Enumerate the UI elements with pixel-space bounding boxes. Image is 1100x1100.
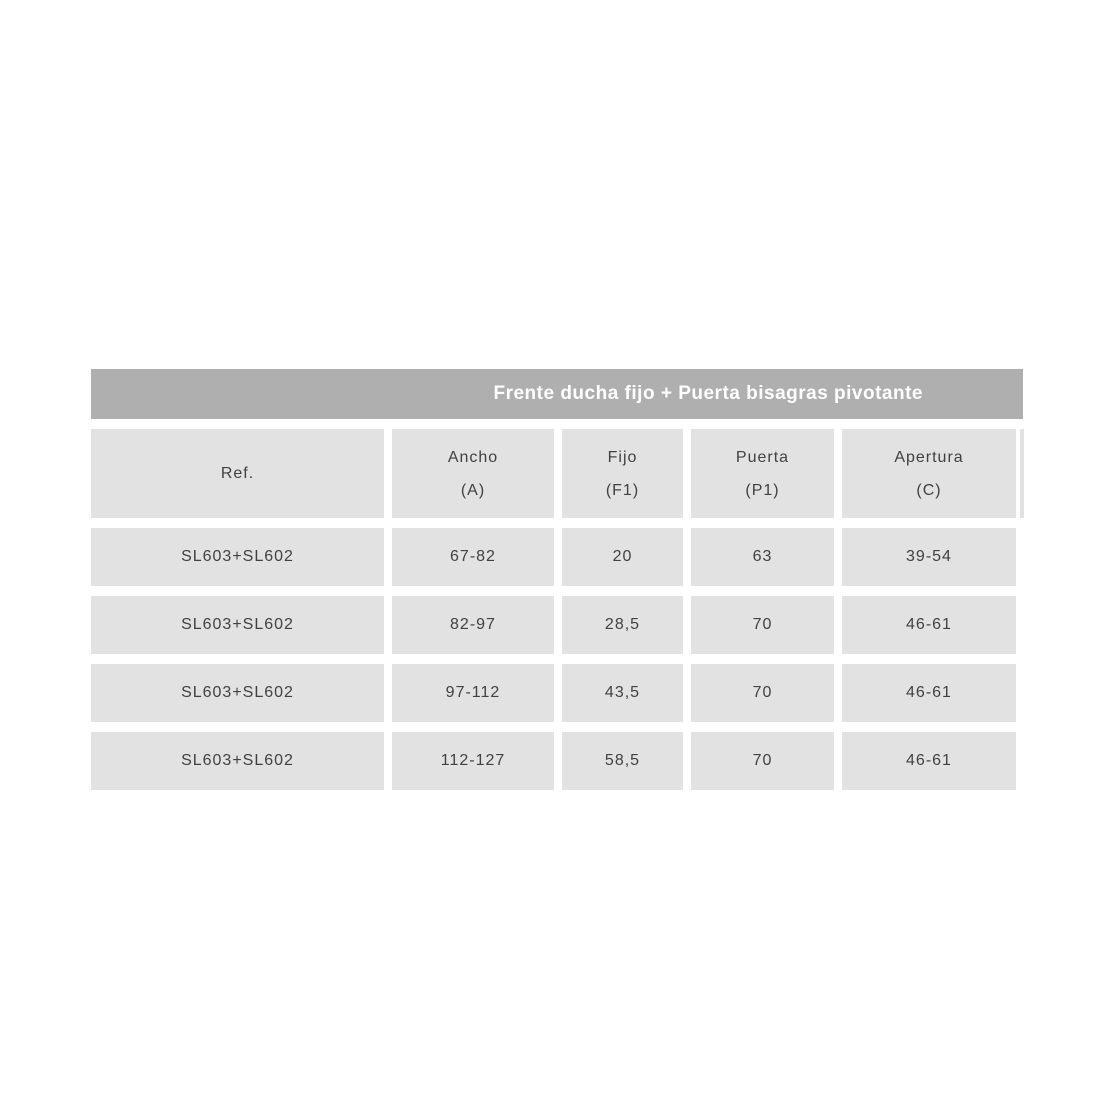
header-cell-puerta bbox=[691, 429, 834, 518]
header-cell-ancho bbox=[392, 429, 554, 518]
table-title-band bbox=[91, 369, 1023, 419]
table-row bbox=[91, 732, 1024, 790]
cell-apertura: 46-61 bbox=[842, 664, 1016, 722]
header-label: Fijo bbox=[607, 448, 638, 466]
cell-fijo: 28,5 bbox=[562, 596, 683, 654]
cell-apertura: 46-61 bbox=[842, 596, 1016, 654]
header-sublabel: (P1) bbox=[745, 481, 780, 499]
header-label: Ref. bbox=[220, 465, 255, 482]
cell-ref: SL603+SL602 bbox=[91, 664, 384, 722]
cell-ref: SL603+SL602 bbox=[91, 732, 384, 790]
cell-apertura: 46-61 bbox=[842, 732, 1016, 790]
table-row bbox=[91, 528, 1024, 586]
cell-ancho: 97-112 bbox=[392, 664, 554, 722]
cell-ancho: 82-97 bbox=[392, 596, 554, 654]
cell-ancho: 112-127 bbox=[392, 732, 554, 790]
cell-puerta: 70 bbox=[691, 596, 834, 654]
cell-puerta: 63 bbox=[691, 528, 834, 586]
spec-table bbox=[91, 369, 1024, 790]
header-sublabel: (A) bbox=[460, 481, 486, 499]
cell-ref: SL603+SL602 bbox=[91, 596, 384, 654]
header-cell-ref bbox=[91, 429, 384, 518]
header-cell-apertura bbox=[842, 429, 1016, 518]
cropped-next-column-sliver bbox=[1020, 429, 1024, 518]
cell-puerta: 70 bbox=[691, 664, 834, 722]
header-sublabel: (C) bbox=[916, 481, 942, 499]
cell-ref: SL603+SL602 bbox=[91, 528, 384, 586]
table-row bbox=[91, 664, 1024, 722]
cell-fijo: 20 bbox=[562, 528, 683, 586]
cell-puerta: 70 bbox=[691, 732, 834, 790]
header-label: Apertura bbox=[894, 448, 964, 466]
cell-fijo: 58,5 bbox=[562, 732, 683, 790]
table-row bbox=[91, 596, 1024, 654]
cell-fijo: 43,5 bbox=[562, 664, 683, 722]
table-header-row bbox=[91, 429, 1024, 518]
header-label: Ancho bbox=[447, 448, 499, 466]
header-label: Puerta bbox=[735, 448, 790, 466]
table-title: Frente ducha fijo + Puerta bisagras pivotante bbox=[493, 383, 923, 404]
header-sublabel: (F1) bbox=[605, 481, 640, 499]
cell-ancho: 67-82 bbox=[392, 528, 554, 586]
header-cell-fijo bbox=[562, 429, 683, 518]
cell-apertura: 39-54 bbox=[842, 528, 1016, 586]
